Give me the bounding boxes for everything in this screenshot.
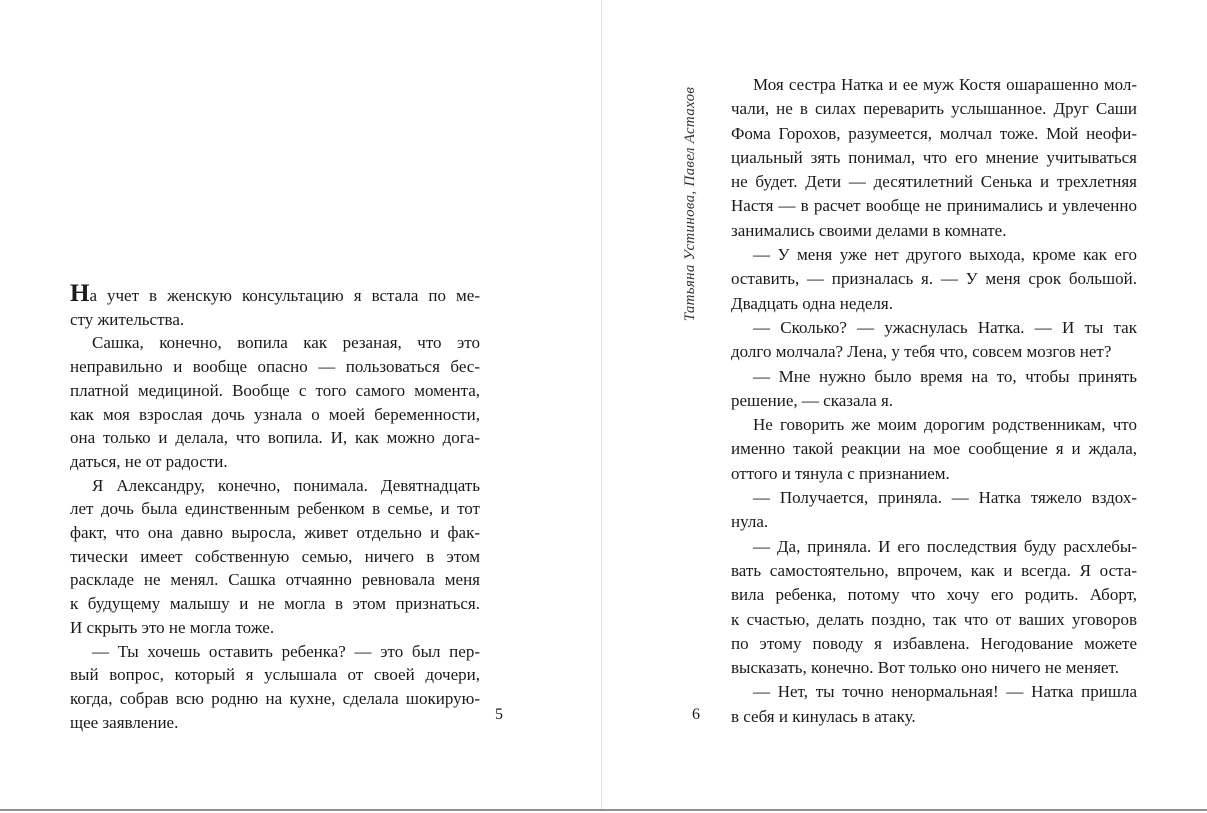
text-line: На учет в женскую консультацию я встала по ме- — [70, 280, 480, 307]
text-line: Настя — в расчет вообще не принимались и увлеченно — [731, 196, 1137, 216]
paragraph — [731, 316, 1137, 365]
paragraph — [731, 535, 1137, 681]
text-line: по этому поводу я избавлена. Негодование можете — [731, 633, 1137, 653]
text-line: даться, не от радости. — [70, 451, 228, 471]
text-line: нула. — [731, 512, 769, 532]
text-line: вать самостоятельно, впрочем, как и всегда. Я оста- — [731, 560, 1137, 580]
text-line: решение, — сказала я. — [731, 390, 894, 410]
paragraph — [731, 73, 1137, 243]
text-line: сту жительства. — [70, 309, 185, 329]
text-line: — У меня уже нет другого выхода, кроме как его — [753, 245, 1137, 265]
text-line: циальный зять понимал, что его мнение учитываться — [731, 147, 1137, 167]
text-line: Сашка, конечно, вопила как резаная, что это — [92, 333, 480, 353]
text-line: к счастью, делать поздно, так что от ваших уговоров — [731, 609, 1137, 629]
text-line: занимались своими делами в комнате. — [731, 220, 1007, 240]
text-line: раскладе не менял. Сашка отчаянно ревновала меня — [70, 570, 480, 590]
paragraph — [70, 331, 480, 473]
bottom-border — [0, 809, 1207, 811]
text-line: Фома Горохов, разумеется, молчал тоже. Мой неофи- — [731, 123, 1137, 143]
text-line: вила ребенка, потому что хочу его родить. Аборт, — [731, 585, 1137, 605]
text-line: Моя сестра Натка и ее муж Костя ошарашенно мол- — [753, 75, 1137, 94]
author-running-title: Татьяна Устинова, Павел Астахов — [682, 86, 698, 322]
text-line: факт, что она давно выросла, живет отдельно и фак- — [70, 523, 480, 543]
paragraph — [731, 413, 1137, 486]
page-left-text — [70, 281, 480, 734]
paragraph — [731, 486, 1137, 535]
text-line: Двадцать одна неделя. — [731, 293, 893, 313]
text-line: — Да, приняла. И его последствия буду расхлебы- — [753, 536, 1137, 556]
text-line: — Нет, ты точно ненормальная! — Натка пришла — [753, 682, 1137, 702]
text-line: лет дочь была единственным ребенком в семье, и тот — [70, 499, 480, 519]
page-right — [602, 0, 1207, 811]
text-line: И скрыть это не могла тоже. — [70, 617, 275, 637]
page-number-right: 6 — [692, 706, 700, 723]
text-line: именно такой реакции на мое сообщение я и ждала, — [731, 439, 1137, 459]
text-line: — Сколько? — ужаснулась Натка. — И ты так — [753, 317, 1137, 337]
text-line: вый вопрос, который я услышала от своей дочери, — [70, 665, 480, 685]
text-line: оттого и тянула с признанием. — [731, 463, 950, 483]
paragraph — [70, 640, 480, 735]
text-line: Не говорить же моим дорогим родственникам, что — [753, 415, 1137, 435]
page-number-left: 5 — [495, 706, 503, 723]
text-line: — Мне нужно было время на то, чтобы принять — [753, 366, 1137, 386]
text-line: не будет. Дети — десятилетний Сенька и трехлетняя — [731, 172, 1137, 192]
text-line: она только и делала, что вопила. И, как можно дога- — [70, 428, 480, 448]
text-line: Я Александру, конечно, понимала. Девятнадцать — [92, 475, 480, 495]
text-line: в себя и кинулась в атаку. — [731, 706, 916, 726]
drop-cap: Н — [70, 280, 90, 307]
page-right-text — [731, 73, 1137, 729]
page-left — [0, 0, 601, 811]
text-line: — Ты хочешь оставить ребенка? — это был пер- — [92, 641, 480, 661]
text-line: тически имеет собственную семью, ничего в этом — [70, 546, 480, 566]
text-line: щее заявление. — [70, 712, 179, 732]
paragraph — [731, 680, 1137, 729]
paragraph — [731, 243, 1137, 316]
text-line: неправильно и вообще опасно — пользоваться бес- — [70, 357, 480, 377]
text-line: когда, собрав всю родню на кухне, сделала шокирую- — [70, 688, 480, 708]
text-line: чали, не в силах переварить услышанное. Друг Саши — [731, 99, 1137, 119]
paragraph — [731, 365, 1137, 414]
text-line: платной медициной. Вообще с того самого момента, — [70, 380, 480, 400]
text-line: — Получается, приняла. — Натка тяжело вздох- — [753, 488, 1137, 508]
text-line: высказать, конечно. Вот только оно ничего не меняет. — [731, 658, 1119, 678]
text-line: оставить, — призналась я. — У меня срок большой. — [731, 269, 1137, 289]
paragraph — [70, 474, 480, 640]
text-line: как моя взрослая дочь узнала о моей беременности, — [70, 404, 480, 424]
text-line: долго молчала? Лена, у тебя что, совсем мозгов нет? — [731, 342, 1112, 362]
paragraph — [70, 281, 480, 331]
text-line: к будущему малышу и не могла в этом признаться. — [70, 594, 480, 614]
